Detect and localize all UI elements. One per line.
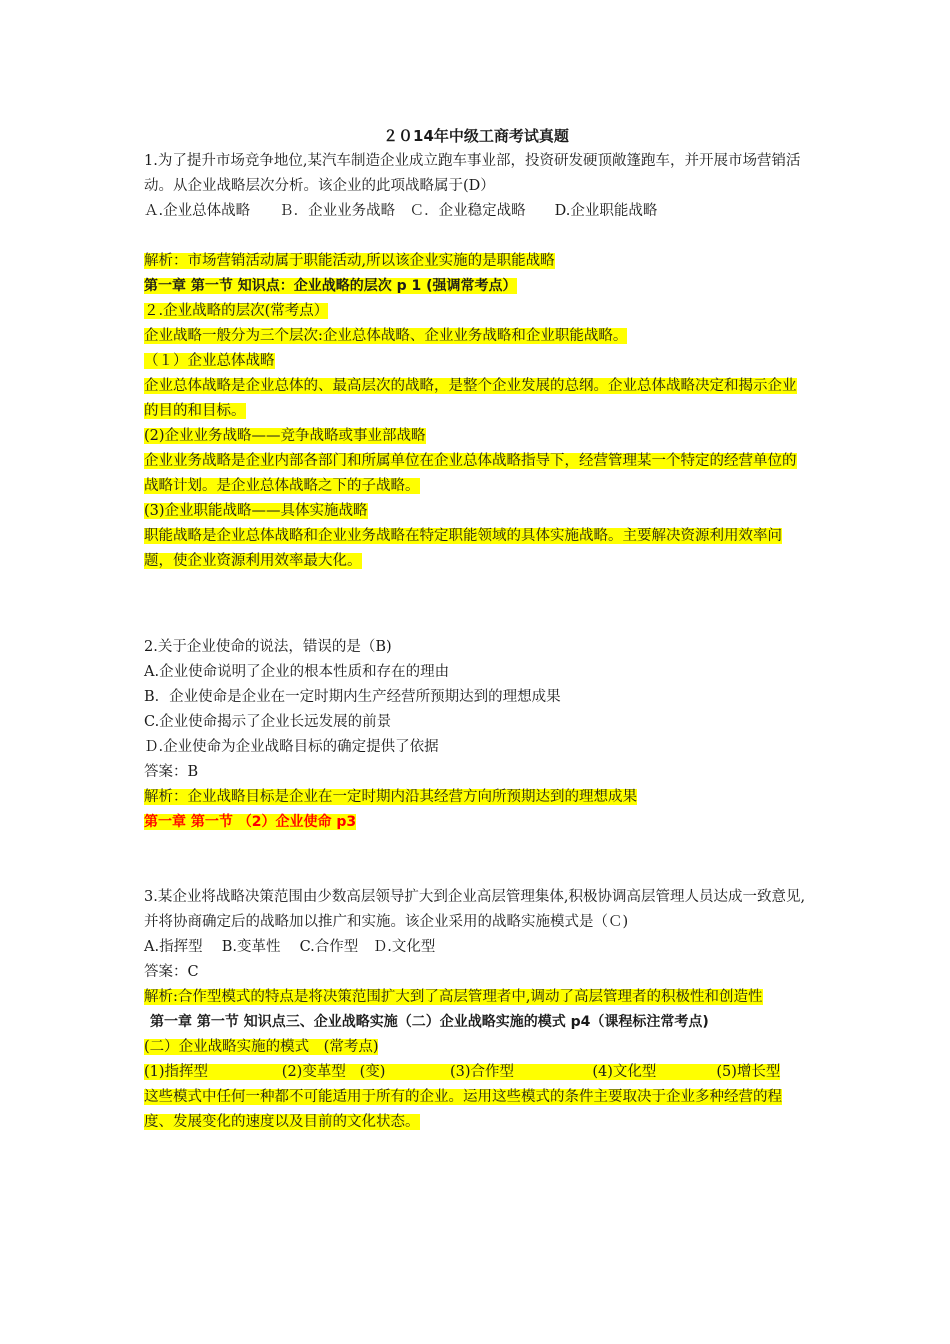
document-page <box>144 124 808 1135</box>
document-title: ２０14年中级工商考试真题 <box>383 127 569 145</box>
q3-modes: (1)指挥型 (2)变革型 (变) (3)合作型 (4)文化型 (5)增长型 <box>144 1064 781 1080</box>
q2-option-d: Ｄ.企业使命为企业战略目标的确定提供了依据 <box>144 739 439 755</box>
q2-analysis: 解析：企业战略目标是企业在一定时期内沿其经营方向所预期达到的理想成果 <box>144 789 637 805</box>
q1-note-2: （１）企业总体战略 <box>144 353 275 369</box>
q1-note-0: ２.企业战略的层次(常考点） <box>144 303 329 319</box>
q2-stem: 2.关于企业使命的说法，错误的是（B) <box>144 639 392 655</box>
q3-notes-body: 这些模式中任何一种都不可能适用于所有的企业。运用这些模式的条件主要取决于企业多种经营的程度、发展变化的速度以及目前的文化状态。 <box>144 1089 782 1130</box>
q1-note-7: 职能战略是企业总体战略和企业业务战略在特定职能领域的具体实施战略。主要解决资源利用效率问题，使企业资源利用效率最大化。 <box>144 528 782 569</box>
q1-note-3: 企业总体战略是企业总体的、最高层次的战略，是整个企业发展的总纲。企业总体战略决定和揭示企业的目的和目标。 <box>144 378 797 419</box>
q3-analysis: 解析:合作型模式的特点是将决策范围扩大到了高层管理者中,调动了高层管理者的积极性和创造性 <box>144 989 763 1005</box>
q1-note-6: (3)企业职能战略——具体实施战略 <box>144 503 368 519</box>
q1-chapter: 第一章 第一节 知识点：企业战略的层次 p 1 (强调常考点） <box>144 278 517 294</box>
q1-note-1: 企业战略一般分为三个层次:企业总体战略、企业业务战略和企业职能战略。 <box>144 328 628 344</box>
q2-option-a: A.企业使命说明了企业的根本性质和存在的理由 <box>144 664 450 680</box>
q3-options: A.指挥型 B.变革性 C.合作型 Ｄ.文化型 <box>144 939 436 955</box>
q1-options: Ａ.企业总体战略 Ｂ．企业业务战略 Ｃ．企业稳定战略 D.企业职能战略 <box>144 203 658 219</box>
q2-answer: 答案：B <box>144 764 199 780</box>
q1-note-4: (2)企业业务战略——竞争战略或事业部战略 <box>144 428 426 444</box>
q3-chapter: 第一章 第一节 知识点三、企业战略实施（二）企业战略实施的模式 p4（课程标注常考点) <box>150 1014 709 1030</box>
q2-chapter: 第一章 第一节 （2）企业使命 p3 <box>144 814 357 830</box>
q3-answer: 答案：C <box>144 964 199 980</box>
q3-stem: 3.某企业将战略决策范围由少数高层领导扩大到企业高层管理集体,积极协调高层管理人员达成一致意见,并将协商确定后的战略加以推广和实施。该企业采用的战略实施模式是（Ｃ) <box>144 889 806 930</box>
q2-option-b: B．企业使命是企业在一定时期内生产经营所预期达到的理想成果 <box>144 689 561 705</box>
q1-note-5: 企业业务战略是企业内部各部门和所属单位在企业总体战略指导下，经营管理某一个特定的经营单位的战略计划。是企业总体战略之下的子战略。 <box>144 453 797 494</box>
q2-option-c: C.企业使命揭示了企业长远发展的前景 <box>144 714 392 730</box>
q1-analysis: 解析：市场营销活动属于职能活动,所以该企业实施的是职能战略 <box>144 253 555 269</box>
q3-notes-title: (二）企业战略实施的模式 (常考点) <box>144 1039 379 1055</box>
q1-stem: 1.为了提升市场竞争地位,某汽车制造企业成立跑车事业部，投资研发硬顶敞篷跑车，并开展市场营销活动。从企业战略层次分析。该企业的此项战略属于(D） <box>144 153 801 194</box>
